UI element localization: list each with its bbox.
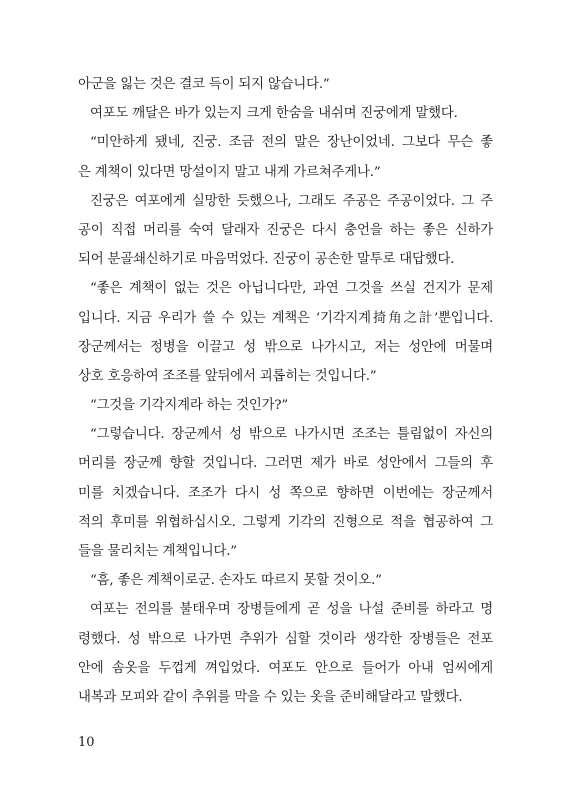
text-line: 들을 물리치는 계책입니다.” — [78, 544, 237, 559]
text-line: 아군을 잃는 것은 결코 득이 되지 않습니다.” — [78, 77, 330, 92]
text-line: 입니다. 지금 우리가 쓸 수 있는 계책은 ‘기각지계掎角之計’뿐입니다. — [78, 310, 493, 326]
text-line: 내복과 모피와 같이 추위를 막을 수 있는 옷을 준비해달라고 말했다. — [78, 689, 463, 705]
text-line: 여포는 전의를 불태우며 장병들에게 곧 성을 나설 준비를 하라고 명 — [90, 602, 493, 618]
text-line: 여포도 깨달은 바가 있는지 크게 한숨을 내쉬며 진궁에게 말했다. — [90, 106, 458, 122]
text-line: 안에 솜옷을 두껍게 껴입었다. 여포도 안으로 들어가 아내 엄씨에게 — [78, 660, 493, 676]
text-line: 상호 호응하여 조조를 앞뒤에서 괴롭히는 것입니다.” — [78, 368, 377, 384]
text-line: 진궁은 여포에게 실망한 듯했으나, 그래도 주공은 주공이었다. 그 주 — [90, 193, 493, 209]
text-line: “그렇습니다. 장군께서 성 밖으로 나가시면 조조는 틀림없이 자신의 — [90, 427, 493, 443]
text-line: 은 계책이 있다면 망설이지 말고 내게 가르쳐주게나.” — [78, 164, 381, 180]
body-text — [78, 70, 493, 712]
text-line: “흠, 좋은 계책이로군. 손자도 따르지 못할 것이오.” — [90, 573, 382, 589]
text-line: “좋은 계책이 없는 것은 아닙니다만, 과연 그것을 쓰실 건지가 문제 — [90, 281, 493, 297]
text-line: 적의 후미를 위협하십시오. 그렇게 기각의 진형으로 적을 협공하여 그 — [78, 514, 493, 530]
page-number: 10 — [78, 735, 95, 750]
text-line: 머리를 장군께 향할 것입니다. 그러면 제가 바로 성안에서 그들의 후 — [78, 456, 493, 472]
text-line: 미를 치겠습니다. 조조가 다시 성 쪽으로 향하면 이번에는 장군께서 — [78, 485, 493, 501]
text-line: 되어 분골쇄신하기로 마음먹었다. 진궁이 공손한 말투로 대답했다. — [78, 252, 455, 268]
text-line: 장군께서는 정병을 이끌고 성 밖으로 나가시고, 저는 성안에 머물며 — [78, 339, 493, 355]
text-line: 공이 직접 머리를 숙여 달래자 진궁은 다시 충언을 하는 좋은 신하가 — [78, 222, 493, 238]
text-line: “그것을 기각지계라 하는 것인가?” — [90, 398, 288, 414]
text-line: “미안하게 됐네, 진궁. 조금 전의 말은 장난이었네. 그보다 무슨 좋 — [90, 135, 493, 151]
text-line: 령했다. 성 밖으로 나가면 추위가 심할 것이라 생각한 장병들은 전포 — [78, 631, 493, 647]
